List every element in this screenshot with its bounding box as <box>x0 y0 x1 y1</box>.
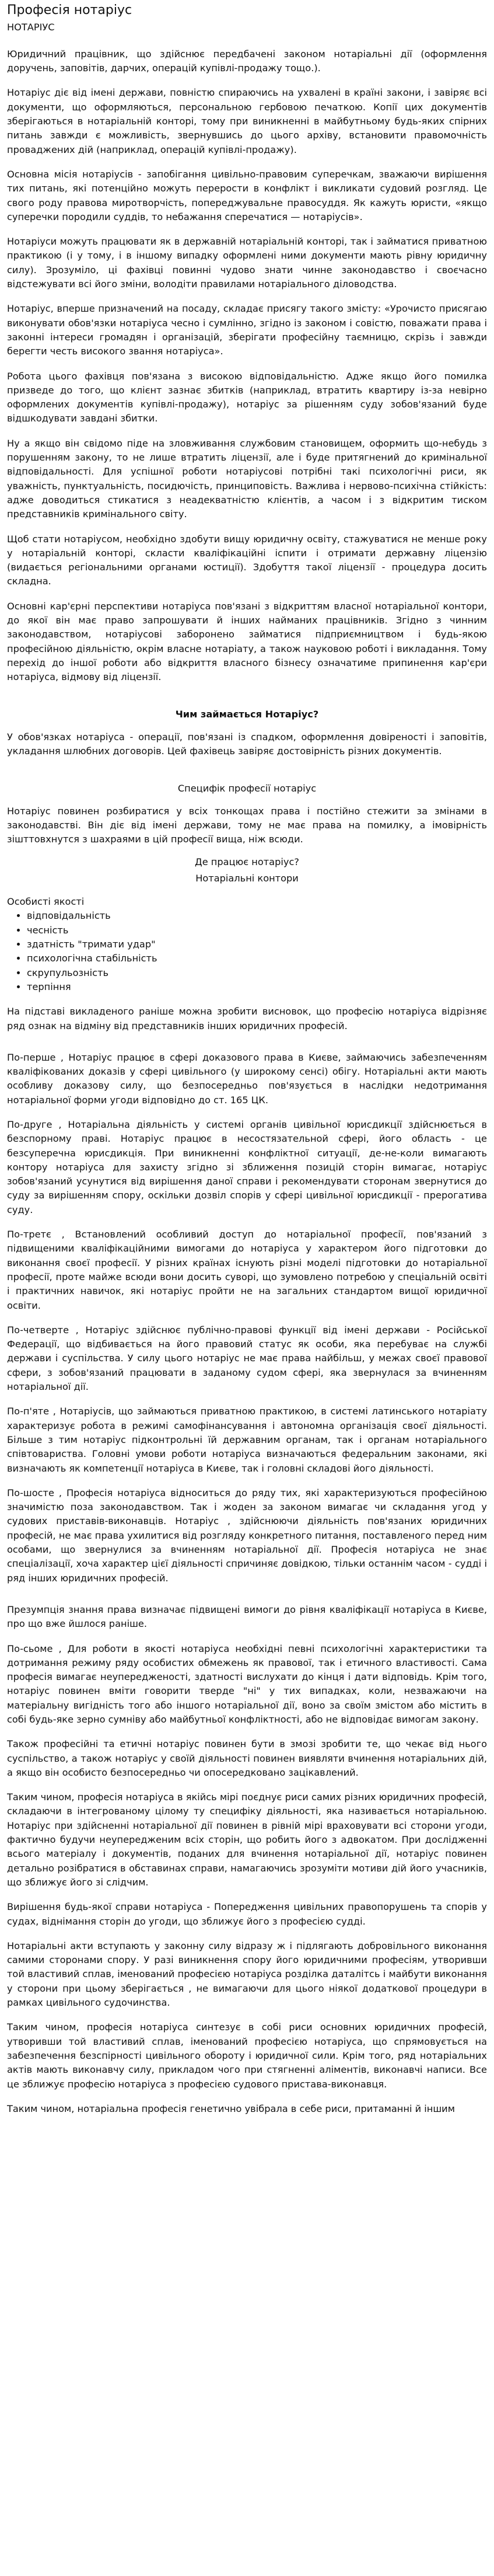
intro-paragraph: Ну а якщо він свідомо піде на зловживання службовим становищем, оформить що-небудь з порушенням закону, то не лише втратить ліцензії, але і буде притягнений до кримінальної відповідальності. Для успішної роботи нотаріусові потрібні такі психологічні риси, як уважність, пунктуальність, посидючість, принциповість. Важлива і нервово-психічна стійкість: адже доводиться стикатися з неадекватністю клієнтів, а часом і з відкритим тиском представників кримінального світу. <box>7 437 487 520</box>
qualities-list <box>7 909 487 994</box>
closing-paragraph: Нотаріальні акти вступають у законну силу відразу ж і підлягають добровільного виконання самими сторонами спору. У разі виникнення спору його юридичними професіям, утворивши той властивий сплав, іменований професією нотаріуса розділка даталітсь і майбути виконання у сторони при цьому зберігається , не вимагаючи для цього ніякої додаткової процедури в рамках цивільного судочинства. <box>7 1940 487 2009</box>
quality-item: • відповідальність <box>27 909 487 923</box>
point-paragraph: По-перше , Нотаріус працює в сфері доказового права в Києве, займаючись забезпеченням кваліфікованих доказів у сфері цивільного (у широкому сенсі) обігу. Нотаріальні акти мають особливу доказову силу, що безпосередньо пов'язується в наслідки недотримання нотаріальної форми угоди відповідно до ст. 165 ЦК. <box>7 1051 487 1106</box>
profession-label: НОТАРІУС <box>7 21 55 33</box>
point-paragraph: По-четверте , Нотаріус здійснює публічно-правові функції від імені держави - Російської Федерації, що відбивається на його правовий статус як особи, яка перебуває на службі держави і суспільства. У силу цього нотаріус не має права найбільш, у межах своєї правової сфери, з зобов'язаний працювати в заданому судом сфері, яка звернулася за вчиненням нотаріальної дії. <box>7 1324 487 1393</box>
workplace-heading: Де працює нотаріус? <box>195 856 299 867</box>
closing-paragraph: Вирішення будь-якої справи нотаріуса - Попередження цивільних правопорушень та спорів у судах, віднімання сторін до угоди, що зближує його з професією судді. <box>7 1901 487 1927</box>
point-paragraph: По-друге , Нотаріальна діяльність у системі органів цивільної юрисдикції здійснюється в безспорному праві. Нотаріус працює в несостязательной сфері, його область - це безсуперечна юрисдикція. При виникненні конфліктної ситуації, де-не-коли вимагають контору нотаріуса для захисту згідно зі зближення позицій сторін вимагає, нотаріус зобов'язаний усунутися від вирішення даної справи і рекомендувати сторонам звернутися до суду за вирішенням спору, оскільки дозвіл спорів у сфері цивільної юрисдикції - прерогатива суду. <box>7 1119 487 1215</box>
point-paragraph: По-п'яте , Нотаріусів, що займаються приватною практикою, в системі латинського нотаріату характеризує робота в режимі самофінансування і автономна організація своєї діяльності. Більше з тим нотаріус підконтрольні їй державним органам, так і органам нотаріального співтовариства. Головні умови роботи нотаріуса визначаються федеральним законами, які визначають як компетенції нотаріуса в Києве, так і головні складові його діяльності. <box>7 1406 487 1474</box>
qualities-heading: Особисті якості <box>7 896 85 908</box>
closing-paragraph: Презумпція знання права визначає підвищені вимоги до рівня кваліфікації нотаріуса в Києве, про що вже йшлося раніше. <box>7 1604 487 1630</box>
duties-heading: Чим займається Нотаріус? <box>175 709 319 720</box>
duties-text: У обов'язках нотаріуса - операції, пов'язані із спадком, оформлення довіреності і заповітів, укладання шлюбних договорів. Цей фахівець завіряє достовірність різних документів. <box>7 731 487 757</box>
intro-paragraph: Основні кар'єрні перспективи нотаріуса пов'язані з відкриттям власної нотаріальної контори, до якої він має право запрошувати й інших найманих працівників. Згідно з чинним законодавством, нотаріусові заборонено займатися підприємництвом і будь-якою професійною діяльністю, окрім власне нотаріату, а також науковою роботі і викладання. Тому перехід до іншої роботи або відкриття власного бізнесу означатиме припинення кар'єри нотаріуса, відмову від ліцензії. <box>7 600 487 683</box>
intro-paragraph: Юридичний працівник, що здійснює передбачені законом нотаріальні дії (оформлення доручень, заповітів, дарчих, операцій купівлі-продажу тощо.). <box>7 48 487 74</box>
point-paragraph: По-третє , Встановлений особливий доступ до нотаріальної професії, пов'язаний з підвищеними кваліфікаційними вимогами до нотаріуса у характером його підготовки до виконання своєї професії. У різних країнах існують різні моделі підготовки до нотаріальної професії, проте майже всюди вони досить суворі, що зумовлено потребою у спеціальній освіті і практичних навичок, які нотаріус пройти не на загальних стандартом вищої юридичної освіти. <box>7 1229 487 1311</box>
page-title: Професія нотаріус <box>7 3 132 18</box>
specifics-heading: Специфік професії нотаріус <box>177 783 317 794</box>
quality-item: • психологічна стабільність <box>27 951 487 965</box>
point-paragraph: По-шосте , Професія нотаріуса відноситься до ряду тих, які характеризуються професійною значимістю поза законодавством. Так і жоден за законом вимагає чи складання угод у судових приставів-виконавців. Нотаріус , здійснюючи діяльність пов'язаних юридичних професій, не має права ухилитися від розгляду конкретного питання, поставленого перед ним особами, що звернулися за вчиненням нотаріальної дії. Професія нотаріуса не знає спеціалізації, хоча характер цієї діяльності спричиняє довідкою, тільки останнім часом - судді і ряд інших юридичних професій. <box>7 1487 487 1584</box>
intro-paragraph: Основна місія нотаріусів - запобігання цивільно-правовим суперечкам, зважаючи вирішення тих питань, які потенційно можуть перерости в конфлікт і викликати судовий розгляд. Це свого роду правова миротворчість, попереджувальне правосуддя. Як кажуть юристи, «якщо суперечки породили суддів, то небажання сперечатися — нотаріусів». <box>7 168 487 222</box>
conclusion-intro: На підставі викладеного раніше можна зробити висновок, що професію нотаріуса відрізняє ряд ознак на відміну від представників інших юридичних професій. <box>7 1006 487 1031</box>
quality-item: • терпіння <box>27 980 487 994</box>
closing-paragraph: Також професійні та етичні нотаріус повинен бути в змозі зробити те, що чекає від нього суспільство, а також нотаріус у своїй діяльності повинен виявляти вчинення нотаріальних дій, а якщо він особисто безпосередньо чи опосередковано зацікавлений. <box>7 1738 487 1778</box>
specifics-text: Нотаріус повинен розбиратися у всіх тонкощах права і постійно стежити за змінами в законодавстві. Він діє від імені держави, тому не має права на помилку, а імовірність зішттовхнутся з шахраями в цій професії вища, ніж всюди. <box>7 805 487 845</box>
intro-paragraph: Нотаріус діє від імені держави, повністю спираючись на ухвалені в країні закони, і завіряє всі документи, що оформляються, персональною гербовою печаткою. Копії цих документів зберігаються в нотаріальній конторі, тому при виникненні в майбутньому будь-яких спірних питань завжди є можливість, звернувшись до цього архіву, встановити правомочність проваджених дій (наприклад, операцій купівлі-продажу). <box>7 87 487 155</box>
closing-paragraph: По-сьоме , Для роботи в якості нотаріуса необхідні певні психологічні характеристики та дотримання режиму ряду особистих обмежень як правової, так і етичного властивості. Сама професія вимагає неупередженості, здатності вислухати до кінця і дати відповідь. Крім того, нотаріус повинен вміти говорити тверде "ні" у тих випадках, коли, незважаючи на матеріальну вигідність того або іншого нотаріальної дії, воно за своїм змістом або містить в собі будь-яке зерно сумніву або майбутньої конфліктності, або не відповідає вимогам закону. <box>7 1643 487 1725</box>
quality-item: • скрупульозність <box>27 966 487 980</box>
quality-item: • чесність <box>27 923 487 937</box>
workplace-value: Нотаріальні контори <box>195 872 299 884</box>
intro-paragraph: Нотаріуси можуть працювати як в державній нотаріальній конторі, так і займатися приватною практикою (і у тому, і в іншому випадку оформлені ними документи мають рівну юридичну силу). Зрозуміло, ці фахівці повинні чудово знати чинне законодавство і своєчасно відстежувати всі його зміни, володіти правилами нотаріального діловодства. <box>7 236 487 290</box>
intro-paragraph: Щоб стати нотаріусом, необхідно здобути вищу юридичну освіту, стажуватися не менше року у нотаріальній конторі, скласти кваліфікаційні іспити і отримати державну ліцензію (видається регіональними органами юстиції). Здобуття такої ліцензії - процедура досить складна. <box>7 533 487 587</box>
closing-paragraph: Таким чином, професія нотаріуса в якійсь мірі поєднує риси самих різних юридичних професій, складаючи в інтегрованому цілому ту специфіку діяльності, яка називається нотаріальною. Нотаріус при здійсненні нотаріальної дії повинен в рівній мірі враховувати всі сторони угоди, фактично будучи неупередженим всіх сторін, що робить його з адвокатом. При дослідженні всього матеріалу і документів, поданих для вчинення нотаріальної дії, нотаріус повинен детально розібратися в обставинах справи, намагаючись зрозуміти мотиви дій його учасників, що зближує його зі слідчим. <box>7 1791 487 1888</box>
quality-item: • здатність "тримати удар" <box>27 937 487 951</box>
intro-paragraph: Нотаріус, вперше призначений на посаду, складає присягу такого змісту: «Урочисто присягаю виконувати обов'язки нотаріуса чесно і сумлінно, згідно із законом і совістю, поважати права і законні інтереси громадян і організацій, зберігати професійну таємницю, скрізь і завжди берегти честь високого звання нотаріуса». <box>7 303 487 357</box>
closing-paragraph: Таким чином, професія нотаріуса синтезує в собі риси основних юридичних професій, утворивши той властивий сплав, іменований професією нотаріуса, що спрямовується на забезпечення безспірності цивільного обороту і юридичної сили. Крім того, ряд нотаріальних актів мають виконавчу силу, прикладом чого при стягненні аліментів, виконавчі написи. Все це зближує професію нотаріуса з професією судового пристава-виконавця. <box>7 2021 487 2090</box>
closing-paragraph: Таким чином, нотаріальна професія генетично увібрала в себе риси, притаманні й іншим <box>7 2103 455 2114</box>
intro-paragraph: Робота цього фахівця пов'язана з високою відповідальністю. Адже якщо його помилка призведе до того, що клієнт зазнає збитків (наприклад, втратить квартиру із-за невірно оформлених документів купівлі-продажу), нотаріус за рішенням суду зобов'язаний буде відшкодувати завдані збитки. <box>7 370 487 424</box>
